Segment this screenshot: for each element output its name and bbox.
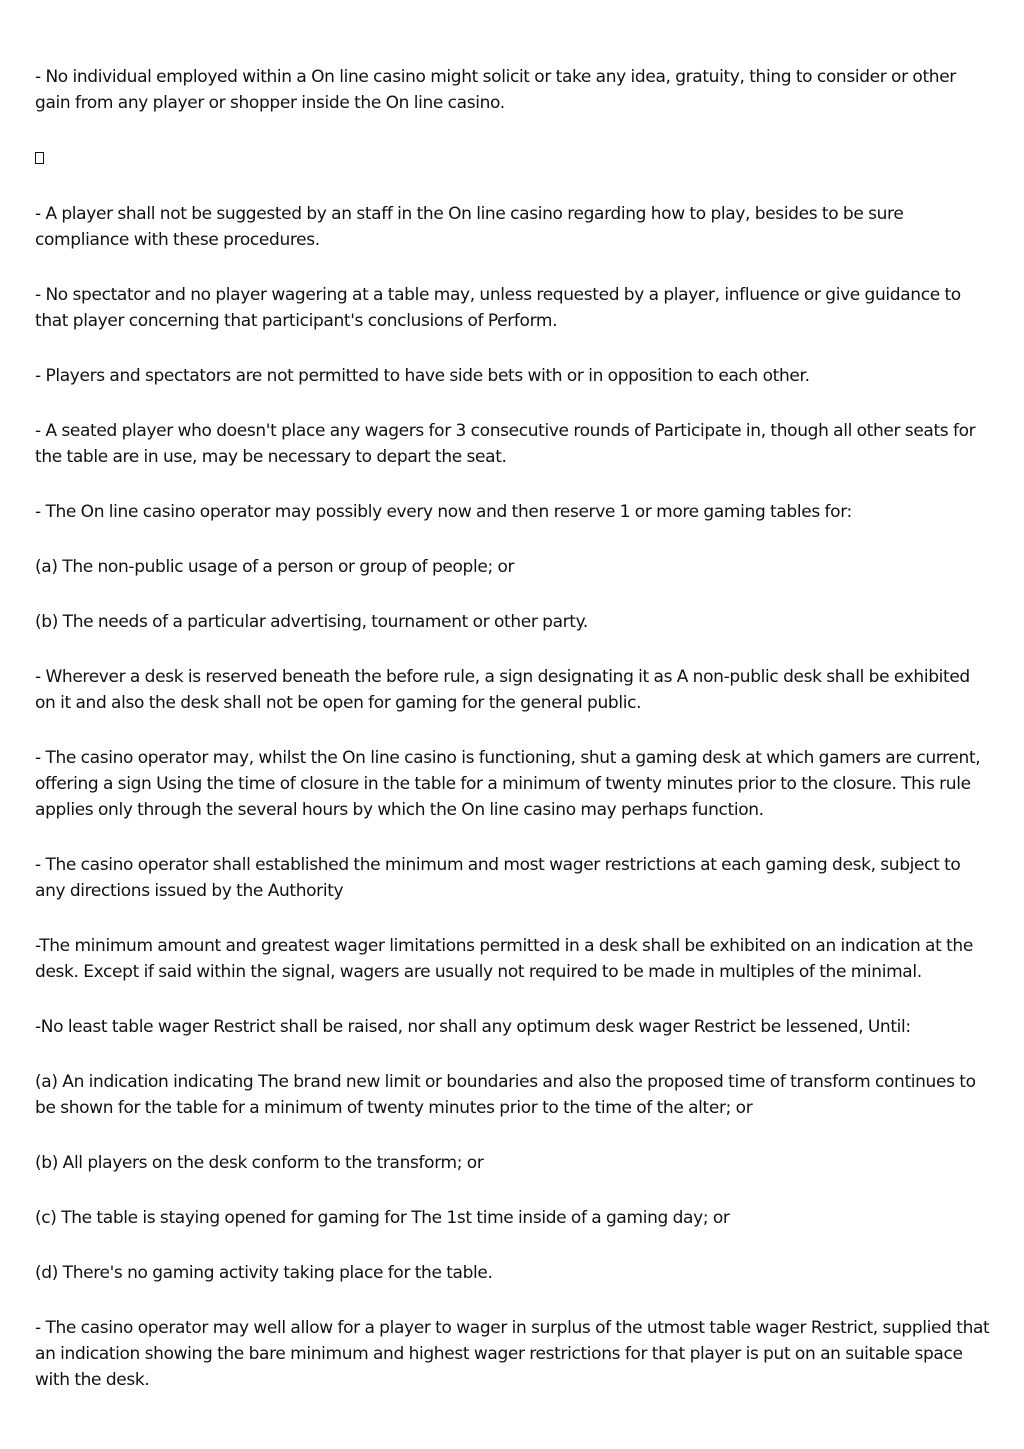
paragraph-rule-limit-change: -No least table wager Restrict shall be raised, nor shall any optimum desk wager Restrict be lessened, Until:: [35, 1017, 911, 1037]
paragraph-rule-wager-limits: - The casino operator shall established the minimum and most wager restrictions at each gaming desk, subject to any directions issued by the Authority: [35, 855, 961, 901]
paragraph-reserve-clause-a: (a) The non-public usage of a person or group of people; or: [35, 557, 515, 577]
paragraph-rule-reserve-tables: - The On line casino operator may possibly every now and then reserve 1 or more gaming tables for:: [35, 502, 852, 522]
paragraph-change-clause-b: (b) All players on the desk conform to the transform; or: [35, 1153, 484, 1173]
paragraph-rule-side-bets: - Players and spectators are not permitted to have side bets with or in opposition to each other.: [35, 366, 810, 386]
paragraph-rule-spectator-guidance: - No spectator and no player wagering at a table may, unless requested by a player, influence or give guidance to that player concerning that participant's conclusions of Perform.: [35, 285, 961, 331]
paragraph-rule-table-closure: - The casino operator may, whilst the On line casino is functioning, shut a gaming desk at which gamers are current, offering a sign Using the time of closure in the table for a minimum of twenty minutes prior to the closure. This rule applies only through the several hours by which the On line casino may perhaps function.: [35, 748, 981, 820]
paragraph-reserve-clause-b: (b) The needs of a particular advertising, tournament or other party.: [35, 612, 588, 632]
paragraph-change-clause-d: (d) There's no gaming activity taking place for the table.: [35, 1263, 493, 1283]
paragraph-change-clause-a: (a) An indication indicating The brand new limit or boundaries and also the proposed time of transform continues to be shown for the table for a minimum of twenty minutes prior to the time of the alter; or: [35, 1072, 976, 1118]
paragraph-rule-exceed-limit: - The casino operator may well allow for a player to wager in surplus of the utmost table wager Restrict, supplied that an indication showing the bare minimum and highest wager restrictions for that player is put on an suitable space with the desk.: [35, 1318, 990, 1390]
paragraph-rule-staff-advice: - A player shall not be suggested by an staff in the On line casino regarding how to play, besides to be sure compliance with these procedures.: [35, 204, 904, 250]
paragraph-rule-seated-player: - A seated player who doesn't place any wagers for 3 consecutive rounds of Participate in, though all other seats for the table are in use, may be necessary to depart the seat.: [35, 421, 976, 467]
missing-glyph-icon: [35, 152, 44, 164]
missing-glyph-paragraph: [35, 145, 993, 171]
paragraph-change-clause-c: (c) The table is staying opened for gaming for The 1st time inside of a gaming day; or: [35, 1208, 730, 1228]
paragraph-rule-reserved-sign: - Wherever a desk is reserved beneath the before rule, a sign designating it as A non-public desk shall be exhibited on it and also the desk shall not be open for gaming for the general public.: [35, 667, 970, 713]
document-page: [35, 64, 993, 1422]
paragraph-rule-limit-sign: -The minimum amount and greatest wager limitations permitted in a desk shall be exhibited on an indication at the desk. Except if said within the signal, wagers are usually not required to be made in multiples of the minimal.: [35, 936, 973, 982]
paragraph-rule-gratuity: - No individual employed within a On line casino might solicit or take any idea, gratuity, thing to consider or other gain from any player or shopper inside the On line casino.: [35, 67, 956, 113]
